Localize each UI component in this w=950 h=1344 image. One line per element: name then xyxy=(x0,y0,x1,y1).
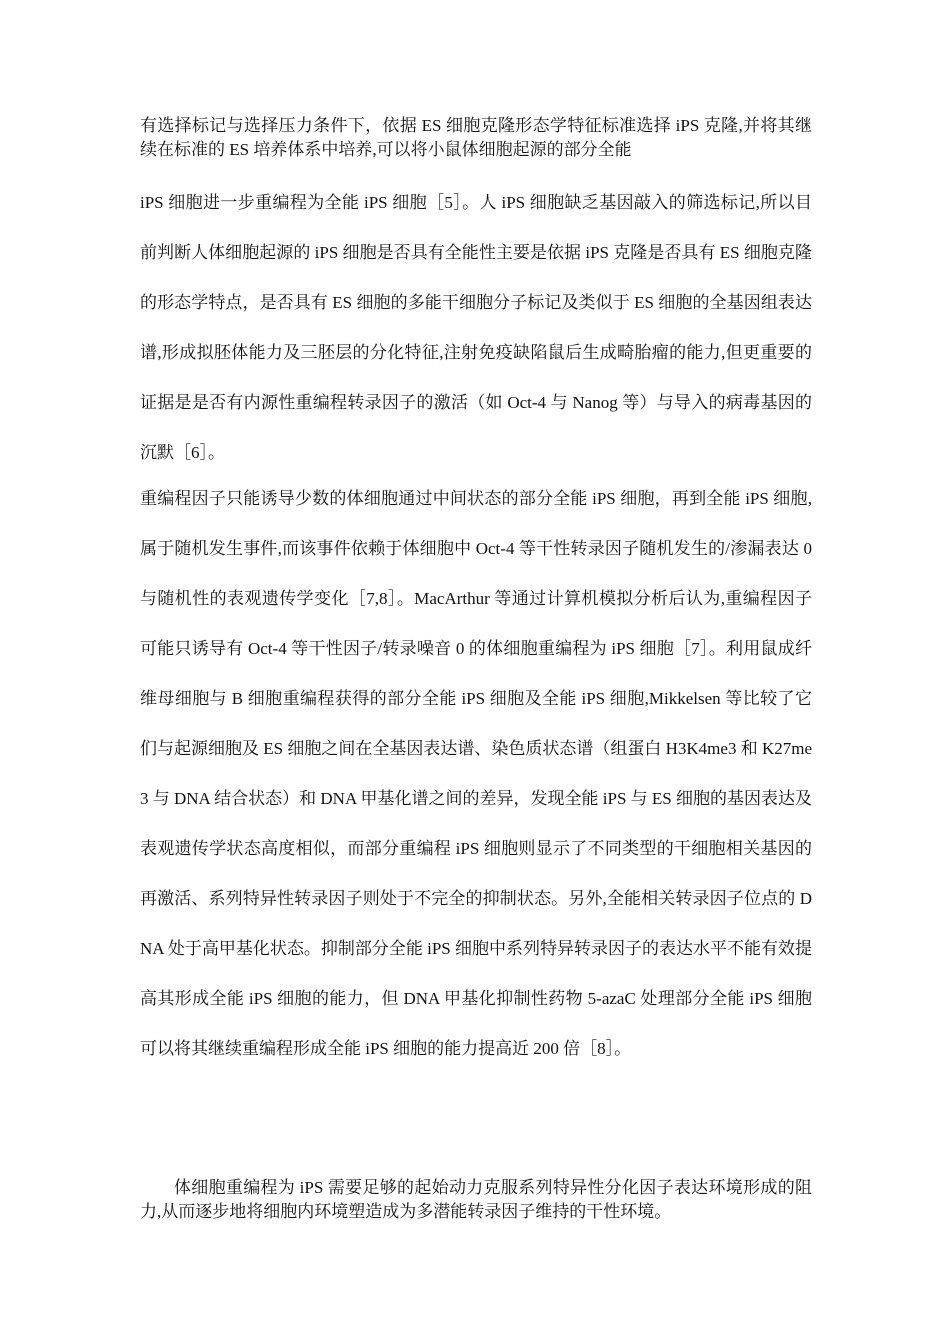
paragraph-4: 体细胞重编程为 iPS 需要足够的起始动力克服系列特异性分化因子表达环境形成的阻力,从而逐步地将细胞内环境塑造成为多潜能转录因子维持的干性环境。 xyxy=(140,1178,812,1221)
paragraph-3: 重编程因子只能诱导少数的体细胞通过中间状态的部分全能 iPS 细胞，再到全能 iPS 细胞,属于随机发生事件,而该事件依赖于体细胞中 Oct-4 等干性转录因子随机发生的/渗漏表达 0 与随机性的表观遗传学变化［7,8］。MacArthur 等通过计算机模拟分析后认为,重编程因子可能只诱导有 Oct-4 等干性因子/转录噪音 0 的体细胞重编程为 iPS 细胞［7］。利用鼠成纤维母细胞与 B 细胞重编程获得的部分全能 iPS 细胞及全能 iPS 细胞,Mikkelsen 等比较了它们与起源细胞及 ES 细胞之间在全基因表达谱、染色质状态谱（组蛋白 H3K4me3 和 K27me3 与 DNA 结合状态）和 DNA 甲基化谱之间的差异，发现全能 iPS 与 ES 细胞的基因表达及表观遗传学状态高度相似，而部分重编程 iPS 细胞则显示了不同类型的干细胞相关基因的再激活、系列特异性转录因子则处于不完全的抑制状态。另外,全能相关转录因子位点的 DNA 处于高甲基化状态。抑制部分全能 iPS 细胞中系列特异转录因子的表达水平不能有效提高其形成全能 iPS 细胞的能力，但 DNA 甲基化抑制性药物 5-azaC 处理部分全能 iPS 细胞可以将其继续重编程形成全能 iPS 细胞的能力提高近 200 倍［8］。 xyxy=(140,489,813,1058)
paragraph-1: 有选择标记与选择压力条件下，依据 ES 细胞克隆形态学特征标准选择 iPS 克隆,并将其继续在标准的 ES 培养体系中培养,可以将小鼠体细胞起源的部分全能 xyxy=(140,116,812,159)
paragraph-2: iPS 细胞进一步重编程为全能 iPS 细胞［5］。人 iPS 细胞缺乏基因敲入的筛选标记,所以目前判断人体细胞起源的 iPS 细胞是否具有全能性主要是依据 iPS 克隆是否具有 ES 细胞克隆的形态学特点，是否具有 ES 细胞的多能干细胞分子标记及类似于 ES 细胞的全基因组表达谱,形成拟胚体能力及三胚层的分化特征,注射免疫缺陷鼠后生成畸胎瘤的能力,但更重要的证据是是否有内源性重编程转录因子的激活（如 Oct-4 与 Nanog 等）与导入的病毒基因的沉默［6］。 xyxy=(140,193,812,462)
